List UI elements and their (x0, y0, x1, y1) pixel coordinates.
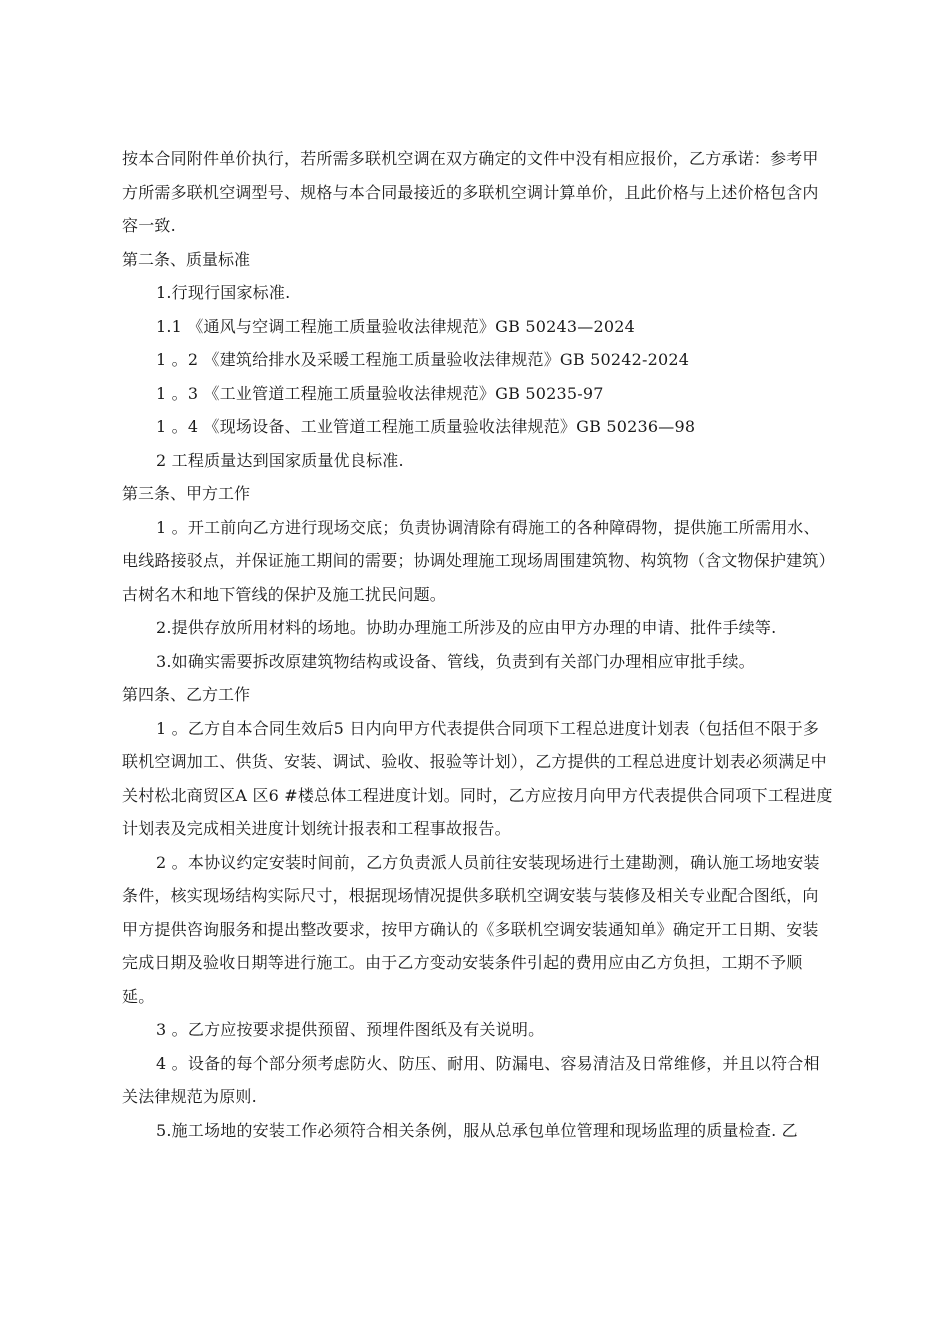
section3-item-3: 3.如确实需要拆改原建筑物结构或设备、管线，负责到有关部门办理相应审批手续。 (156, 651, 755, 671)
section3-title: 第三条、甲方工作 (122, 484, 251, 503)
section3-item-1: 1 。开工前向乙方进行现场交底；负责协调清除有碍施工的各种障碍物，提供施工所需用水、电线路接驳点，并保证施工期间的需要；协调处理施工现场周围建筑物、构筑物（含文物保护建筑）古树名木和地下管线的保护及施工扰民问题。 (122, 517, 827, 604)
section2-item-1-4: 1 。4 《现场设备、工业管道工程施工质量验收法律规范》GB 50236—98 (156, 417, 696, 436)
section4-item-5: 5.施工场地的安装工作必须符合相关条例，服从总承包单位管理和现场监理的质量检查. 乙 (156, 1120, 798, 1140)
section2-title: 第二条、质量标准 (122, 249, 251, 269)
section4-item-2: 2 。本协议约定安装时间前，乙方负责派人员前往安装现场进行土建勘测，确认施工场地安装条件，核实现场结构实际尺寸，根据现场情况提供多联机空调安装与装修及相关专业配合图纸，向甲方提供咨询服务和提出整改要求，按甲方确认的《多联机空调安装通知单》确定开工日期、安装完成日期及验收日期等进行施工。由于乙方变动安装条件引起的费用应由乙方负担，工期不予顺延。 (122, 852, 820, 1006)
document-body (122, 142, 834, 1147)
section4-item-4: 4 。设备的每个部分须考虑防火、防压、耐用、防漏电、容易清洁及日常维修，并且以符合相关法律规范为原则. (122, 1053, 820, 1106)
section2-item-1-3: 1 。3 《工业管道工程施工质量验收法律规范》GB 50235-97 (156, 383, 604, 403)
section4-item-1: 1 。乙方自本合同生效后5 日内向甲方代表提供合同项下工程总进度计划表（包括但不限于多联机空调加工、供货、安装、调试、验收、报验等计划），乙方提供的工程总进度计划表必须满足中关村松北商贸区A 区6 #楼总体工程进度计划。同时，乙方应按月向甲方代表提供合同项下工程进度计划表及完成相关进度计划统计报表和工程事故报告。 (122, 718, 833, 838)
section2-item-1-1: 1.1 《通风与空调工程施工质量验收法律规范》GB 50243—2024 (156, 316, 635, 336)
section2-item-1-2: 1 。2 《建筑给排水及采暖工程施工质量验收法律规范》GB 50242-2024 (156, 350, 690, 369)
section3-item-2: 2.提供存放所用材料的场地。协助办理施工所涉及的应由甲方办理的申请、批件手续等. (156, 618, 777, 637)
intro-paragraph: 按本合同附件单价执行，若所需多联机空调在双方确定的文件中没有相应报价，乙方承诺：参考甲方所需多联机空调型号、规格与本合同最接近的多联机空调计算单价，且此价格与上述价格包含内容一致. (122, 149, 819, 235)
section4-title: 第四条、乙方工作 (122, 685, 251, 704)
section2-item-2: 2 工程质量达到国家质量优良标准. (156, 450, 404, 470)
section2-item-1: 1.行现行国家标准. (156, 283, 291, 302)
section4-item-3: 3 。乙方应按要求提供预留、预埋件图纸及有关说明。 (156, 1020, 545, 1039)
